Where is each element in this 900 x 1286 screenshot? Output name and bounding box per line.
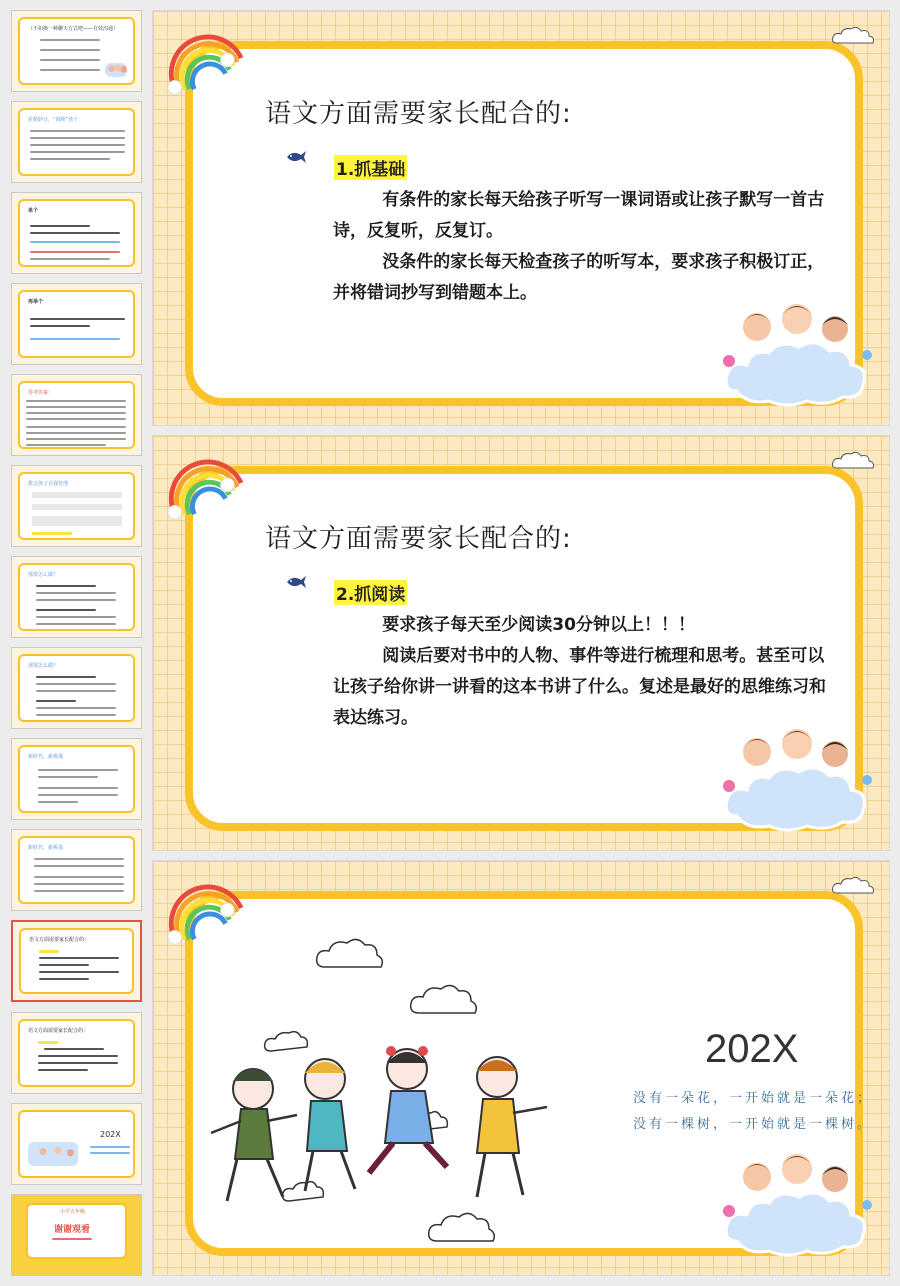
thumb-frame bbox=[18, 381, 135, 449]
thumb-line bbox=[26, 426, 126, 428]
thumb-line bbox=[30, 158, 110, 160]
thumb-line bbox=[34, 865, 124, 867]
thumb-title: 那要怎么做？ bbox=[28, 663, 59, 669]
slide-2[interactable] bbox=[152, 435, 890, 851]
thumb-line bbox=[30, 318, 125, 320]
kids-on-cloud-illustration bbox=[717, 291, 877, 411]
slide-thumbnail-9[interactable] bbox=[11, 738, 142, 820]
thumb-title: 谢谢观看 bbox=[54, 1225, 91, 1235]
thumb-line bbox=[40, 49, 100, 51]
thumb-line bbox=[90, 1146, 130, 1148]
kids-on-cloud-illustration bbox=[717, 716, 877, 836]
dancing-children-illustration bbox=[197, 901, 597, 1261]
thumb-line bbox=[36, 599, 116, 601]
fish-icon bbox=[285, 149, 307, 165]
slide-thumbnail-12[interactable] bbox=[11, 1012, 142, 1094]
thumb-line bbox=[38, 769, 118, 771]
thumb-frame bbox=[18, 1110, 135, 1178]
thumb-frame bbox=[18, 745, 135, 813]
thumb-line bbox=[39, 950, 59, 953]
slide-3[interactable] bbox=[152, 860, 890, 1276]
thumb-line bbox=[32, 516, 122, 526]
thumb-line bbox=[36, 690, 116, 692]
thumb-line bbox=[32, 532, 72, 535]
thumb-subtitle: 小学五年级 bbox=[60, 1209, 86, 1215]
thumb-line bbox=[52, 1238, 92, 1240]
thumb-line bbox=[38, 1055, 118, 1057]
thumb-year: 202X bbox=[100, 1130, 121, 1139]
slide-thumbnail-panel bbox=[0, 0, 150, 1286]
thumb-line bbox=[30, 225, 90, 227]
thumb-line bbox=[38, 1062, 118, 1064]
slide-thumbnail-5[interactable] bbox=[11, 374, 142, 456]
thumb-line bbox=[34, 858, 124, 860]
year-title: 202X bbox=[705, 1027, 799, 1071]
thumb-line bbox=[30, 137, 125, 139]
thumb-title: （不如换一种聊天方式吧——有效沟通） bbox=[28, 26, 119, 32]
thumb-line bbox=[26, 400, 126, 402]
thumb-line bbox=[39, 957, 119, 959]
slide-thumbnail-14[interactable] bbox=[11, 1194, 142, 1276]
thumb-line bbox=[44, 1048, 104, 1050]
thumb-line bbox=[30, 338, 120, 340]
thumb-line bbox=[38, 776, 98, 778]
slide-thumbnail-4[interactable] bbox=[11, 283, 142, 365]
thumb-title: 再举个 bbox=[28, 299, 44, 305]
thumb-line bbox=[36, 700, 76, 702]
slide-thumbnail-6[interactable] bbox=[11, 465, 142, 547]
slide-thumbnail-1[interactable] bbox=[11, 10, 142, 92]
cloud-icon bbox=[831, 25, 875, 47]
cloud-icon bbox=[831, 450, 875, 472]
thumb-line bbox=[40, 69, 100, 71]
thumb-line bbox=[39, 971, 119, 973]
thumb-line bbox=[34, 890, 124, 892]
paragraph: 要求孩子每天至少阅读30分钟以上！！！ bbox=[382, 615, 695, 635]
thumb-line bbox=[38, 1041, 58, 1044]
thumb-line bbox=[40, 59, 100, 61]
thumb-line bbox=[30, 130, 125, 132]
thumb-line bbox=[30, 151, 125, 153]
thumb-title: 新时代，新挑战 bbox=[28, 754, 64, 760]
thumb-line bbox=[26, 418, 126, 420]
thumb-line bbox=[38, 794, 118, 796]
thumb-line bbox=[36, 592, 116, 594]
thumb-line bbox=[36, 683, 116, 685]
slide-thumbnail-3[interactable] bbox=[11, 192, 142, 274]
thumb-line bbox=[30, 325, 90, 327]
paragraph: 没条件的家长每天检查孩子的听写本，要求孩子积极订正，并将错词抄写到错题本上。 bbox=[333, 252, 825, 303]
thumb-line bbox=[38, 801, 78, 803]
thumb-line bbox=[26, 444, 106, 446]
thumb-line bbox=[38, 787, 118, 789]
paragraph: 有条件的家长每天给孩子听写一课词语或让孩子默写一首古诗，反复听，反复订。 bbox=[333, 190, 825, 241]
quote-line-1: 没有一朵花，一开始就是一朵花； bbox=[633, 1091, 874, 1106]
rainbow-icon bbox=[167, 19, 245, 97]
thumb-line bbox=[30, 258, 110, 260]
fish-icon bbox=[285, 574, 307, 590]
thumb-frame bbox=[18, 1019, 135, 1087]
thumb-frame bbox=[18, 563, 135, 631]
thumb-frame bbox=[18, 836, 135, 904]
thumb-frame bbox=[18, 108, 135, 176]
slide-heading: 语文方面需要家长配合的: bbox=[265, 524, 572, 554]
quote-line-2: 没有一棵树，一开始就是一棵树。 bbox=[633, 1117, 874, 1132]
slide-thumbnail-7[interactable] bbox=[11, 556, 142, 638]
thumb-frame bbox=[18, 654, 135, 722]
thumb-title: 单个 bbox=[28, 208, 39, 214]
thumb-line bbox=[39, 964, 89, 966]
slide-thumbnail-11[interactable] bbox=[11, 920, 142, 1002]
thumb-line bbox=[36, 616, 116, 618]
thumb-frame bbox=[18, 17, 135, 85]
thumb-line bbox=[36, 609, 96, 611]
thumb-line bbox=[36, 707, 116, 709]
thumb-line bbox=[26, 432, 126, 434]
thumb-title: 参考答案： bbox=[28, 390, 54, 396]
kids-on-cloud-illustration bbox=[717, 1141, 877, 1261]
thumb-line bbox=[32, 504, 122, 510]
thumb-line bbox=[40, 39, 100, 41]
slide-thumbnail-8[interactable] bbox=[11, 647, 142, 729]
thumb-frame bbox=[19, 928, 134, 994]
kids-illustration bbox=[28, 1142, 78, 1166]
thumb-title: 新时代，新挑战 bbox=[28, 845, 64, 851]
slide-1[interactable] bbox=[152, 10, 890, 426]
thumb-title: 花精妙计，“调理”孩子 bbox=[28, 117, 79, 123]
point-title: 1.抓基础 bbox=[334, 155, 407, 180]
kids-illustration bbox=[105, 63, 127, 77]
thumb-line bbox=[34, 883, 124, 885]
slide-thumbnail-13[interactable] bbox=[11, 1103, 142, 1185]
slide-thumbnail-2[interactable] bbox=[11, 101, 142, 183]
thumb-line bbox=[36, 585, 96, 587]
thumb-line bbox=[26, 438, 126, 440]
thumb-line bbox=[30, 144, 125, 146]
thumb-title: 那要怎么做？ bbox=[28, 572, 59, 578]
thumb-frame bbox=[18, 290, 135, 358]
rainbow-icon bbox=[167, 444, 245, 522]
thumb-frame bbox=[18, 199, 135, 267]
thumb-line bbox=[36, 623, 116, 625]
thumb-line bbox=[36, 676, 96, 678]
slide-thumbnail-10[interactable] bbox=[11, 829, 142, 911]
thumb-line bbox=[39, 978, 89, 980]
thumb-line bbox=[30, 251, 120, 253]
slide-heading: 语文方面需要家长配合的: bbox=[265, 99, 572, 129]
point-title: 2.抓阅读 bbox=[334, 580, 407, 605]
thumb-line bbox=[90, 1152, 130, 1154]
paragraph: 阅读后要对书中的人物、事件等进行梳理和思考。甚至可以让孩子给你讲一讲看的这本书讲了什么。复述是最好的思维练习和表达练习。 bbox=[333, 646, 826, 728]
thumb-line bbox=[30, 232, 120, 234]
thumb-line bbox=[36, 714, 116, 716]
thumb-title: 教会孩子自我管理 bbox=[28, 481, 69, 487]
thumb-frame bbox=[18, 472, 135, 540]
thumb-line bbox=[32, 492, 122, 498]
thumb-line bbox=[26, 412, 126, 414]
thumb-line bbox=[30, 241, 120, 243]
thumb-line bbox=[34, 876, 124, 878]
thumb-title: 语文方面需要家长配合的： bbox=[28, 1028, 89, 1034]
thumb-line bbox=[26, 406, 126, 408]
cloud-icon bbox=[831, 875, 875, 897]
thumb-line bbox=[38, 1069, 88, 1071]
thumb-title: 语文方面需要家长配合的： bbox=[29, 937, 90, 943]
thumb-frame bbox=[26, 1203, 127, 1259]
